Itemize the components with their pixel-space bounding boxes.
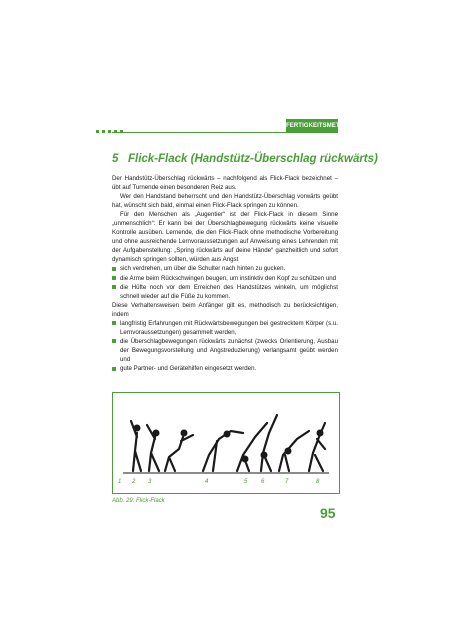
bullet-square-icon [112, 321, 116, 325]
figure-caption: Abb. 29: Flick-Flack [112, 498, 165, 504]
bullet-square-icon [112, 339, 116, 343]
page-number: 95 [320, 505, 336, 521]
phase-number: 7 [285, 479, 289, 485]
paragraph: Diese Verhaltensweisen beim Anfänger gilt es, methodisch zu berücksichtigen, indem [112, 301, 338, 318]
phase-number: 6 [261, 479, 265, 485]
phase-number: 3 [148, 479, 152, 485]
phase-number: 5 [244, 479, 248, 485]
phase-number: 2 [132, 479, 136, 485]
phase-number: 1 [118, 479, 122, 485]
chapter-heading [112, 153, 378, 165]
paragraph: Der Handstütz-Überschlag rückwärts – nachfolgend als Flick-Flack bezeichnet – übt auf Turnende einen besonderen Reiz aus. [112, 175, 338, 192]
body-text [112, 174, 338, 373]
phase-number: 8 [316, 479, 320, 485]
bullet-square-icon [112, 267, 116, 271]
paragraph: Wer den Handstand beherrscht und den Handstütz-Überschlag vorwärts geübt hat, wünscht sich bald, einmal einen Flick-Flack springen zu können. [112, 193, 338, 210]
bullet-square-icon [112, 276, 116, 280]
bullet-item: sich verdrehen, um über die Schulter nach hinten zu gucken. [112, 264, 338, 273]
chapter-title: Flick-Flack (Handstütz-Überschlag rückwärts) [128, 153, 378, 165]
bullet-item: langfristig Erfahrungen mit Rückwärtsbewegungen bei gestrecktem Körper (s.u. Lernvoraussetzungen) gesammelt werden, [112, 319, 338, 337]
bullet-item: gute Partner- und Gerätehilfen eingesetzt werden. [112, 364, 338, 373]
bullet-item: die Hüfte noch vor dem Erreichen des Handstützes winkeln, um möglichst schnell wieder auf die Füße zu kommen. [112, 283, 338, 301]
section-label: FERTIGKEITSMETHODIK [286, 119, 338, 133]
chapter-number: 5 [112, 153, 119, 165]
bullet-square-icon [112, 367, 116, 371]
gymnast-sequence-illustration [113, 393, 339, 493]
phase-number: 4 [205, 479, 209, 485]
bullet-item: die Überschlagbewegungen rückwärts zunächst (zwecks Orientierung, Ausbau der Bewegungsvorstellung und Angstreduzierung) verlangsamt geübt werden und [112, 337, 338, 364]
header-rule [112, 132, 338, 133]
bullet-square-icon [112, 285, 116, 289]
paragraph: Für den Menschen als „Augentier“ ist der Flick-Flack in diesem Sinne „unmenschlich“: Er kann bei der Überschlagbewegung rückwärts keine visuelle Kontrolle ausüben. Lernende, die den Flick-Flack ohne methodische Vorbereitung und ohne ausreichende Lernvoraussetzungen auf Anweisung eines Lehrenden mit der Aufgabenstellung: „Spring rückwärts auf deine Hände“ ganzheitlich und sofort dynamisch springen sollten, würden aus Angst [112, 211, 338, 264]
bullet-item: die Arme beim Rückschwingen beugen, um instinktiv den Kopf zu schützen und [112, 274, 338, 283]
phase-number-row [0, 479, 452, 489]
